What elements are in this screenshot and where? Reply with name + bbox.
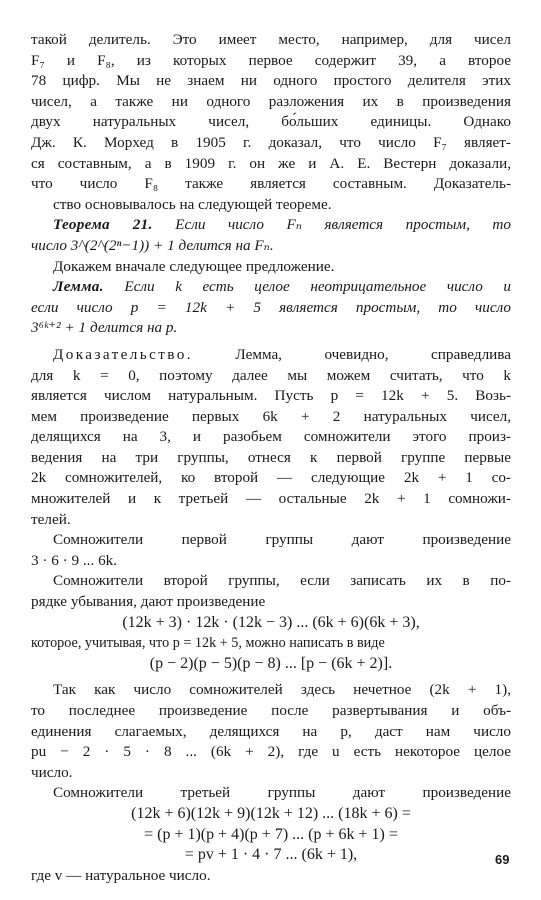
intro-line: Докажем вначале следующее предложение. — [53, 257, 335, 275]
proof-line: телей. — [31, 510, 71, 528]
proof-line-1 — [31, 345, 511, 366]
proof-label: Доказательство. — [53, 345, 193, 363]
book-page — [31, 30, 511, 886]
group3-equation-2: = (p + 1)(p + 4)(p + 7) ... (p + 6k + 1) = — [144, 825, 398, 843]
proof-text: Лемма, очевидно, справедлива — [235, 345, 511, 363]
text-line: что число F₈ также является составным. Доказатель- — [31, 175, 511, 193]
proof-line: является числом натуральным. Пусть p = 12k + 5. Возь- — [31, 387, 511, 405]
proof-line: множителей и к третьей — остальные 2k + 1 сомножи- — [31, 490, 511, 508]
group1-line-2: 3 · 6 · 9 ... 6k. — [31, 551, 118, 569]
text-line: 78 цифр. Мы не знаем ни одного простого делителя этих — [31, 72, 511, 90]
theorem-line-1 — [31, 215, 511, 236]
text-line: F₇ и F₈, из которых первое содержит 39, а второе — [31, 51, 511, 69]
lemma-line-3: 3⁶ᵏ⁺² + 1 делится на p. — [31, 319, 178, 337]
para2-line: число. — [31, 763, 73, 781]
proof-line: ведения на три группы, отнеся к первой группе первые — [31, 448, 511, 466]
para2-line: единения слагаемых, делящихся на p, даст нам число — [31, 722, 511, 740]
group2-equation-2: (p − 2)(p − 5)(p − 8) ... [p − (6k + 2)]. — [149, 654, 393, 672]
para2-line: pu − 2 · 5 · 8 ... (6k + 2), где u есть некоторое целое — [31, 743, 511, 761]
proof-line: для k = 0, поэтому далее мы можем считать, что k — [31, 366, 511, 384]
group3-equation-1: (12k + 6)(12k + 9)(12k + 12) ... (18k + 6) = — [131, 804, 411, 822]
text-line: ство основывалось на следующей теореме. — [53, 195, 332, 213]
group2-line-2: рядке убывания, дают произведение — [31, 593, 266, 611]
group2-equation-1: (12k + 3) · 12k · (12k − 3) ... (6k + 6)(6k + 3), — [122, 613, 420, 631]
group3-equation-3: = pv + 1 · 4 · 7 ... (6k + 1), — [184, 846, 358, 864]
text-line: чисел, а также ни одного разложения их в произведения — [31, 92, 511, 110]
proof-line: делящихся на 3, и разобьем сомножители этого произ- — [31, 428, 511, 446]
group2-line-1: Сомножители второй группы, если записать их в по- — [53, 572, 511, 590]
proof-line: 2k сомножителей, ко второй — следующие 2k + 1 со- — [31, 469, 511, 487]
theorem-text: Если число Fₙ является простым, то — [175, 216, 511, 234]
text-line: двух натуральных чисел, бо́льших единицы. Однако — [31, 113, 511, 131]
group3-line-1: Сомножители третьей группы дают произведение — [53, 784, 511, 802]
para2-line: Так как число сомножителей здесь нечетное (2k + 1), — [53, 681, 511, 699]
lemma-line-2: если число p = 12k + 5 является простым, то число — [31, 298, 511, 316]
theorem-line-2: число 3^(2^(2ⁿ−1)) + 1 делится на Fₙ. — [31, 236, 274, 254]
text-line: такой делитель. Это имеет место, например, для чисел — [31, 31, 511, 48]
lemma-text: Если k есть целое неотрицательное число и — [124, 278, 512, 296]
group1-line-1: Сомножители первой группы дают произведение — [53, 531, 511, 549]
theorem-label: Теорема 21. — [53, 216, 153, 234]
group3-line-2: где v — натуральное число. — [31, 866, 211, 884]
group2-line-3: которое, учитывая, что p = 12k + 5, можно написать в виде — [31, 635, 385, 652]
lemma-line-1 — [31, 277, 511, 298]
para2-line: то последнее произведение после развертывания и объ- — [31, 702, 511, 719]
proof-line: мем произведение первых 6k + 2 натуральных чисел, — [31, 407, 511, 425]
text-line: Дж. К. Морхед в 1905 г. доказал, что число F₇ являет- — [31, 133, 511, 151]
text-line: ся составным, а в 1909 г. он же и А. Е. Вестерн доказали, — [31, 154, 511, 172]
page-number: 69 — [495, 852, 510, 867]
lemma-label: Лемма. — [53, 278, 104, 296]
